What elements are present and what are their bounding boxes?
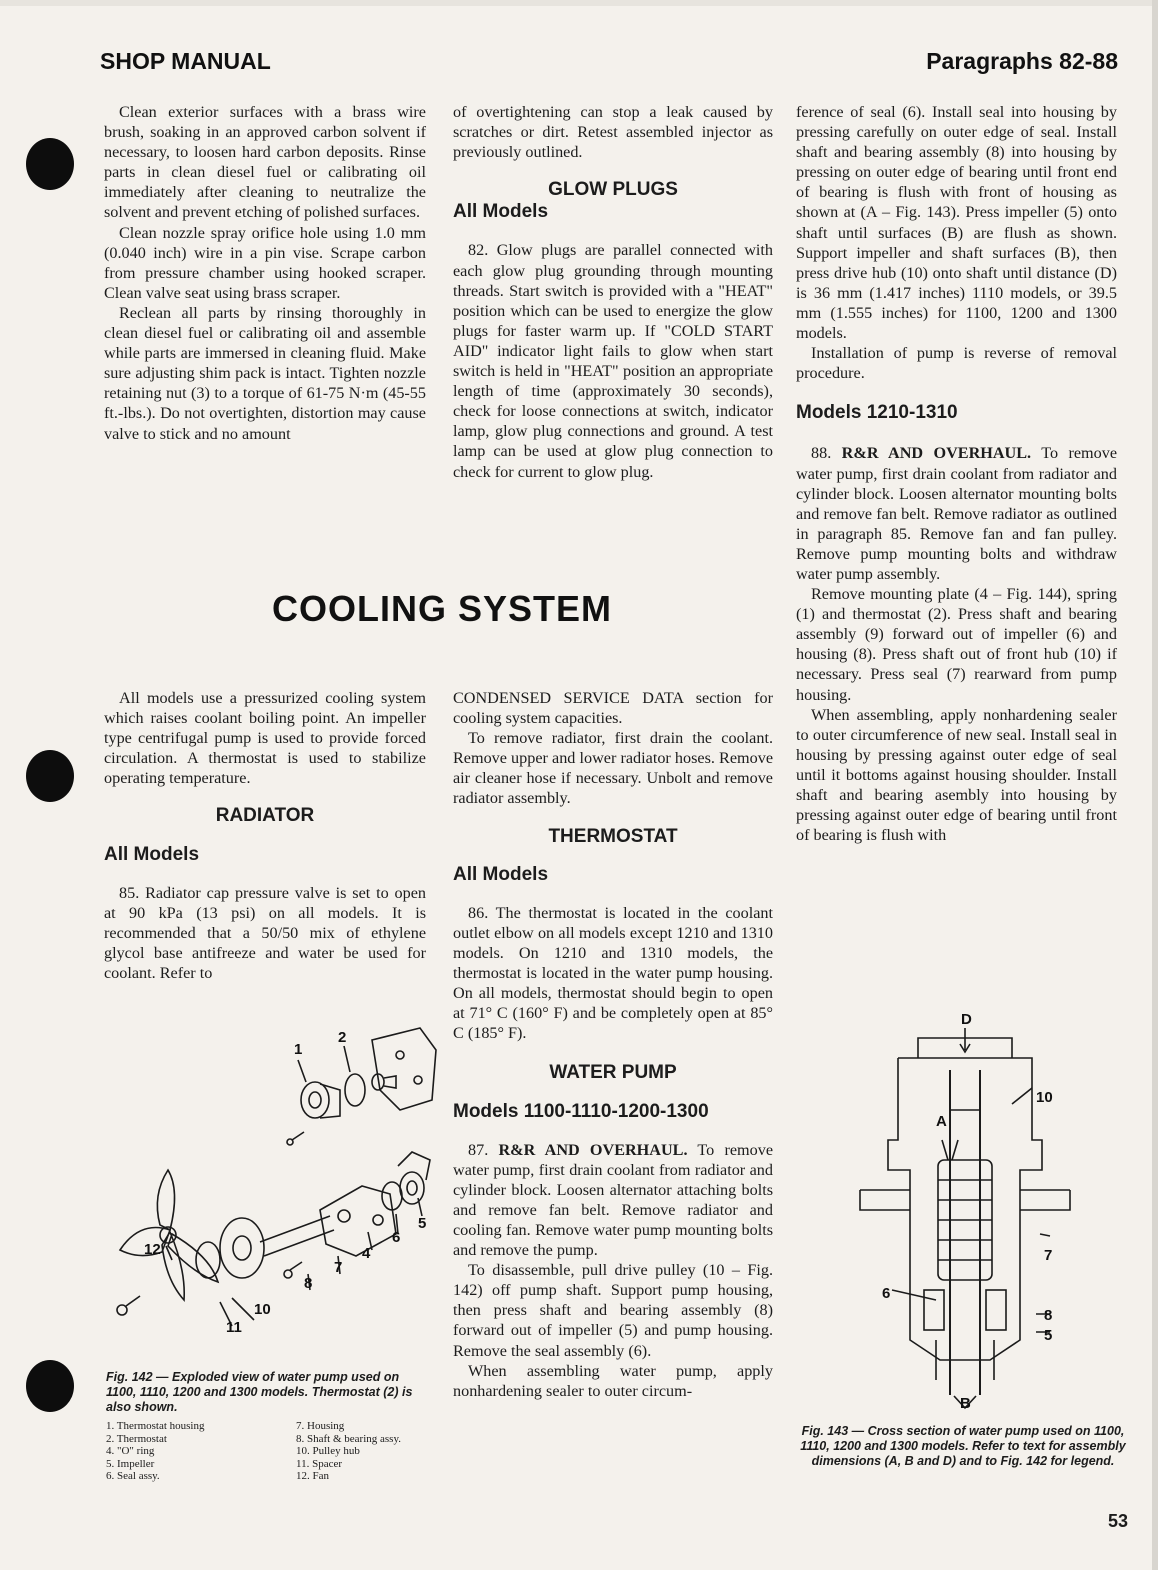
paragraph-85: 85. Radiator cap pressure valve is set to open at 90 kPa (13 psi) on all models. It is recommended that a 50/50 mix of ethylene glycol base antifreeze and water be used for coolant. Refer to: [104, 883, 426, 983]
legend-item: 12. Fan: [296, 1470, 329, 1482]
paragraph-installation: Installation of pump is reverse of removal procedure.: [796, 344, 1117, 383]
heading-thermostat: THERMOSTAT: [548, 825, 678, 847]
heading-water-pump: WATER PUMP: [549, 1062, 677, 1084]
legend-item: 7. Housing: [296, 1420, 345, 1432]
legend-item: 4. "O" ring: [106, 1445, 155, 1457]
column-2-top: [453, 102, 773, 482]
column-3: [796, 102, 1117, 845]
fig143-label-d: D: [961, 1011, 972, 1028]
binder-hole-bottom: [26, 1360, 74, 1412]
paragraph-clean-exterior: Clean exterior surfaces with a brass wire brush, soaking in an approved carbon solvent if necessary, to loosen hard carbon deposits. Rinse parts in clean diesel fuel or calibrating oil immediately after cleaning to neutralize the solvent and prevent etching of polished surfaces.: [104, 103, 426, 222]
subheading-thermostat-all-models: All Models: [453, 863, 549, 885]
heading-radiator: RADIATOR: [215, 805, 315, 827]
binder-hole-middle: [26, 750, 74, 802]
legend-item: 8. Shaft & bearing assy.: [296, 1432, 401, 1445]
page-right-edge: [1152, 0, 1158, 1570]
fig142-label-1: 1: [294, 1041, 303, 1058]
paragraph-88-title: R&R AND OVERHAUL.: [841, 444, 1032, 463]
fig143-label-8: 8: [1044, 1307, 1053, 1324]
engine-bracket-shape: [372, 1028, 436, 1110]
subheading-all-models: All Models: [453, 201, 549, 223]
fig142-label-11: 11: [226, 1319, 242, 1336]
page-number: 53: [1107, 1511, 1128, 1531]
paragraph-disassemble: To disassemble, pull drive pulley (10 – Fig. 142) off pump shaft. Support pump housing, then press shaft and bearing assembly (8) forward out of impeller (5) and pump housing. Remove the seal assembly (6).: [453, 1261, 773, 1360]
paragraph-86: 86. The thermostat is located in the coolant outlet elbow on all models except 1210 and 1310 models. On 1210 and 1310 models, the thermostat is located in the water pump housing. On all models, thermostat should begin to open at 71° C (160° F) and be completely open at 85° C (185° F).: [453, 903, 773, 1043]
subheading-radiator-all-models: All Models: [104, 843, 200, 865]
fig142-label-10: 10: [254, 1301, 271, 1318]
legend-item: 10. Pulley hub: [296, 1445, 360, 1457]
column-1-top: [104, 102, 426, 444]
fig143-label-a: A: [936, 1113, 947, 1130]
paragraph-87-title: R&R AND OVERHAUL.: [498, 1140, 688, 1159]
heading-models-1210-1310: Models 1210-1310: [796, 402, 958, 424]
fig142-label-2: 2: [338, 1029, 347, 1046]
paragraph-cooling-intro: All models use a pressurized cooling system which raises coolant boiling point. An impeller type centrifugal pump is used to provide forced circulation. A thermostat is used to stabilize operating temperature.: [104, 689, 426, 788]
subheading-models-1100-1300: Models 1100-1110-1200-1300: [453, 1100, 709, 1122]
paragraph-seal-continuation: ference of seal (6). Install seal into housing by pressing carefully on outer edge of seal. Install shaft and bearing assembly (8) into housing by pressing on outer edge of bearing until front end of bearing is flush with front of housing as shown at (A – Fig. 143). Press impeller (5) onto shaft until surfaces (B) are flush as shown. Support impeller and shaft surfaces (B), then press drive hub (10) onto shaft until distance (D) is 36 mm (1.417 inches) 1110 models, or 39.5 mm (1.555 inches) for 1100, 1200 and 1300 models.: [796, 103, 1117, 343]
running-header-right: Paragraphs 82-88: [926, 48, 1118, 74]
paragraph-87-text: To remove water pump, first drain coolant from radiator and cylinder block. Loosen alternator attaching bolts and remove fan belt. Remove radiator and cooling fan. Remove water pump mounting bolts and remove the pump.: [453, 1140, 774, 1260]
paragraph-clean-orifice: Clean nozzle spray orifice hole using 1.0 mm (0.040 inch) wire in a pin vise. Scrape carbon from pressure chamber using hooked scraper. Clean valve seat using brass scraper.: [104, 223, 426, 302]
fig142-label-7: 7: [334, 1259, 343, 1276]
legend-item: 5. Impeller: [106, 1457, 155, 1470]
fig142-label-5: 5: [418, 1215, 427, 1232]
paragraph-88-number: 88.: [811, 444, 832, 463]
paragraph-82: 82. Glow plugs are parallel connected with each glow plug grounding through mounting threads. Start switch is provided with a "HEAT" position which can be used to energize the glow plugs for faster warm up. If "COLD START AID" indicator light fails to glow when start switch is held in "HEAT" position an appropriate length of time (approximately 30 seconds), check for loose connections at switch, indicator lamp, glow plug connections and ground. A test lamp can be used at glow plug connection to check for current to glow plug.: [453, 241, 773, 481]
fig142-label-8: 8: [304, 1275, 313, 1292]
paragraph-when-assembling: When assembling, apply nonhardening sealer to outer circumference of new seal. Install seal in housing by pressing against outer edge of seal until it bottoms against housing shoulder. Install shaft and bearing asembly into housing by pressing against outer edge of bearing until front of bearing is flush with: [796, 705, 1117, 845]
column-1-bottom: [104, 688, 426, 983]
paragraph-assembling-pump: When assembling water pump, apply nonhardening sealer to outer circum-: [453, 1361, 773, 1400]
fig142-label-6: 6: [392, 1229, 401, 1246]
paragraph-87: [453, 1140, 773, 1261]
fig142-label-4: 4: [362, 1245, 371, 1262]
fig143-label-10: 10: [1036, 1089, 1053, 1106]
legend-item: 1. Thermostat housing: [106, 1420, 205, 1432]
paragraph-remove-plate: Remove mounting plate (4 – Fig. 144), spring (1) and thermostat (2). Press shaft and bearing assembly (9) forward out of impeller (6) and housing (8). Press shaft out of front hub (10) if necessary. Press seal (7) rearward from pump housing.: [796, 585, 1117, 704]
heading-glow-plugs: GLOW PLUGS: [548, 179, 678, 201]
paragraph-88: [796, 443, 1117, 584]
paragraph-88-text: To remove water pump, first drain coolant from radiator and cylinder block. Loosen alternator mounting bolts and remove fan belt. Remove radiator as outlined in paragraph 85. Remove fan and fan pulley. Remove pump mounting bolts and withdraw water pump assembly.: [796, 444, 1117, 583]
fig143-label-b: B: [960, 1395, 971, 1410]
fig-143-caption: Fig. 143 — Cross section of water pump used on 1100, 1110, 1200 and 1300 models. Refer to text for assembly dimensions (A, B and D) and to Fig. 142 for legend.: [800, 1424, 1126, 1468]
legend-item: 11. Spacer: [296, 1457, 343, 1470]
paragraph-remove-radiator: To remove radiator, first drain the coolant. Remove upper and lower radiator hoses. Remove air cleaner hose if necessary. Unbolt and remove radiator assembly.: [453, 729, 773, 808]
fig-143-cross-section: [840, 1010, 1080, 1410]
column-2-bottom: [453, 688, 773, 1401]
running-header-left: SHOP MANUAL: [100, 48, 271, 74]
section-title: COOLING SYSTEM: [272, 588, 613, 629]
fig143-label-6: 6: [882, 1285, 891, 1302]
binder-hole-top: [26, 138, 74, 190]
fig-142-legend: [106, 1420, 436, 1483]
paragraph-reclean: Reclean all parts by rinsing thoroughly in clean diesel fuel or calibrating oil and assemble while parts are immersed in cleaning fluid. Make sure adjusting shim pack is intact. Tighten nozzle retaining nut (3) to a torque of 61-75 N·m (45-55 ft.-lbs.). Do not overtighten, distortion may cause valve to stick and no amount: [104, 303, 426, 443]
fig-142-caption: Fig. 142 — Exploded view of water pump used on 1100, 1110, 1200 and 1300 models. Thermostat (2) is also shown.: [106, 1370, 413, 1414]
fig143-label-5: 5: [1044, 1327, 1053, 1344]
fig-142-exploded-view: [100, 1020, 440, 1360]
legend-item: 2. Thermostat: [106, 1432, 167, 1445]
paragraph-condensed-data: CONDENSED SERVICE DATA section for cooling system capacities.: [453, 689, 773, 728]
fig142-label-12: 12: [144, 1241, 161, 1258]
legend-item: 6. Seal assy.: [106, 1470, 160, 1482]
fig143-label-7: 7: [1044, 1247, 1053, 1264]
page-top-edge: [0, 0, 1158, 6]
paragraph-87-number: 87.: [468, 1140, 489, 1159]
paragraph-continuation: of overtightening can stop a leak caused by scratches or dirt. Retest assembled injector as previously outlined.: [453, 103, 773, 162]
